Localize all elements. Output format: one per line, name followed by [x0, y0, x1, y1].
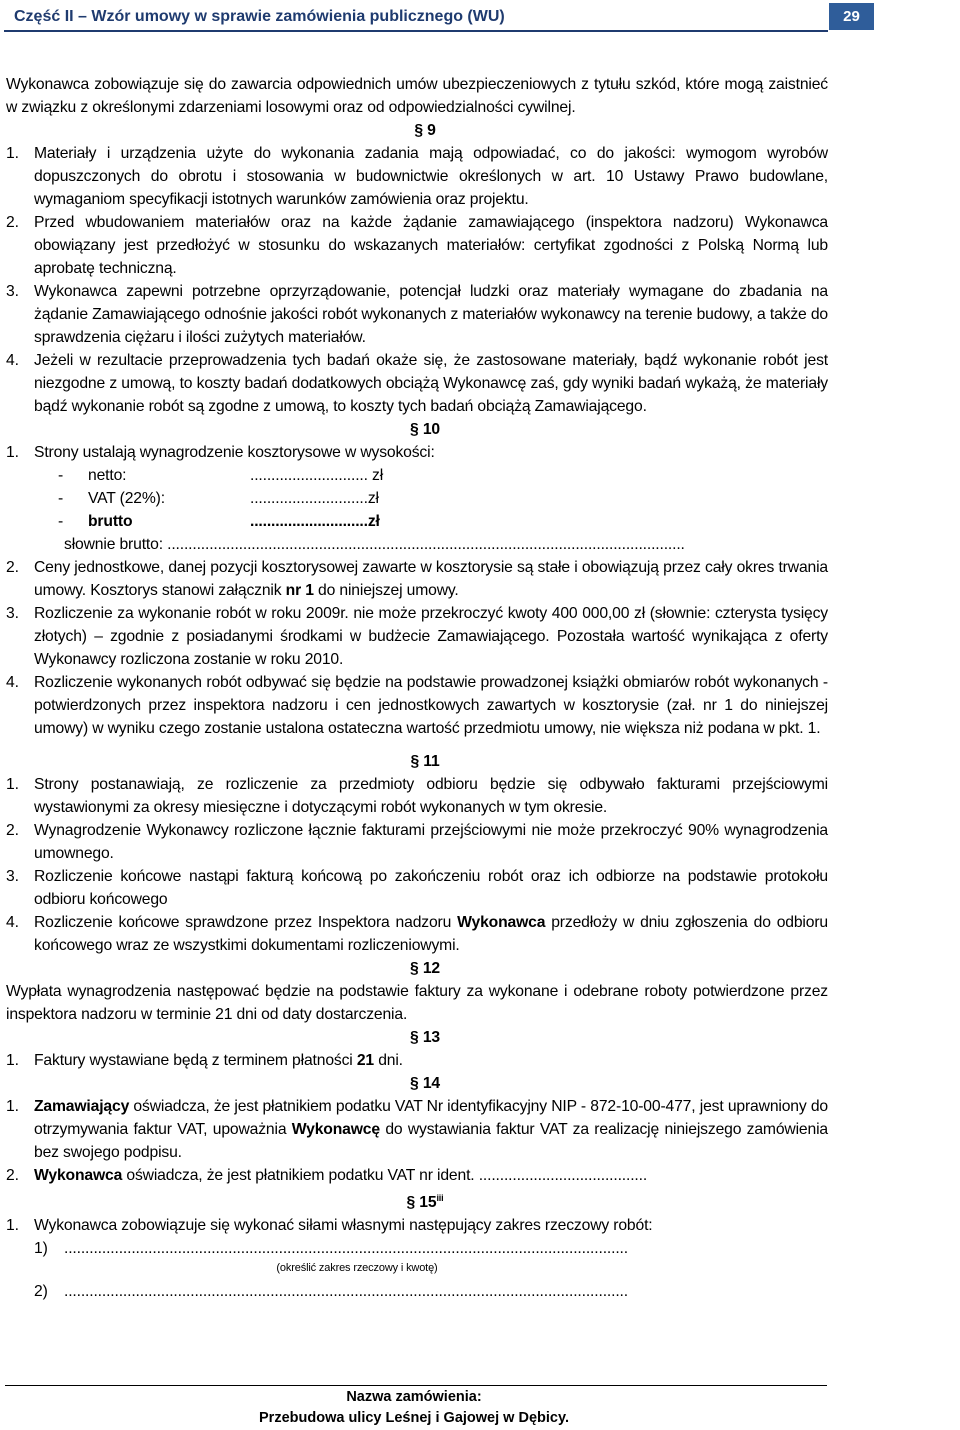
amount-line-vat: - VAT (22%): ............................zł [58, 490, 379, 507]
sub-item-note: (określić zakres rzeczowy i kwotę) [276, 1262, 438, 1275]
sub-item: 1) ...................................................................................................................................... [34, 1240, 628, 1258]
list-item: 4. Rozliczenie wykonanych robót odbywać się będzie na podstawie prowadzonej książki obmiarów robót wykonanych - potwierdzonych przez inspektora nadzoru i cen jednostkowych zawartych w kosztorysie (zał. nr 1 do niniejszej umowy) w wyniku czego zostanie ustalona ostateczna wartość przedmiotu umowy, nie większa niż podana w pkt. 1. [6, 674, 828, 737]
section-12-text: Wypłata wynagrodzenia następować będzie na podstawie faktury za wykonane i odebrane roboty potwierdzone przez inspektora nadzoru w terminie 21 dni od daty dostarczenia. [6, 983, 828, 1023]
intro-paragraph: Wykonawca zobowiązuje się do zawarcia odpowiednich umów ubezpieczeniowych z tytułu szkód, które mogą zaistnieć w związku z określonymi zdarzeniami losowymi oraz od odpowiedzialności cywilnej. [6, 76, 828, 116]
list-item: 1. Strony ustalają wynagrodzenie kosztorysowe w wysokości: [6, 444, 435, 461]
page-header [0, 0, 960, 34]
footnote-marker: iii [436, 1193, 444, 1203]
header-rule [4, 30, 828, 32]
header-title: Część II – Wzór umowy w sprawie zamówienia publicznego (WU) [14, 8, 505, 25]
list-item: 1. Faktury wystawiane będą z terminem płatności 21 dni. [6, 1052, 403, 1069]
section-title-15: § 15$^{iii}$ [406, 1193, 444, 1212]
list-item: 2. Przed wbudowaniem materiałów oraz na każde żądanie zamawiającego (inspektora nadzoru) Wykonawca obowiązany jest przedłożyć w stosunku do wskazanych materiałów: certyfikat zgodności z Polską Normą lub aprobatę techniczną. [6, 214, 828, 277]
footer-project-name: Przebudowa ulicy Leśnej i Gajowej w Dębicy. [259, 1410, 569, 1426]
amount-line-brutto: - brutto ............................zł [58, 513, 380, 530]
document-body [6, 73, 828, 1303]
list-item: 1. Wykonawca zobowiązuje się wykonać siłami własnymi następujący zakres rzeczowy robót: [6, 1217, 653, 1235]
sub-item: 2) ...................................................................................................................................... [34, 1283, 628, 1301]
list-item: 4. Rozliczenie końcowe sprawdzone przez Inspektora nadzoru Wykonawca przedłoży w dniu zgłoszenia do odbioru końcowego wraz ze wszystkimi dokumentami rozliczeniowymi. [6, 914, 828, 954]
section-title-10: § 10 [410, 421, 440, 438]
list-item: 2. Wynagrodzenie Wykonawcy rozliczone łącznie fakturami przejściowymi nie może przekroczyć 90% wynagrodzenia umownego. [6, 822, 828, 862]
amount-in-words: słownie brutto: ........................................................................................................................... [64, 536, 685, 553]
section-title-14: § 14 [410, 1075, 440, 1092]
footer-rule [5, 1385, 827, 1386]
section-title-13: § 13 [410, 1029, 440, 1046]
list-item: 1. Strony postanawiają, ze rozliczenie za przedmioty odbioru będzie się odbywało fakturami przejściowymi wystawionymi za okresy miesięczne i dotyczącymi robót wykonanych w tym okresie. [6, 776, 828, 816]
list-item: 2. Ceny jednostkowe, danej pozycji kosztorysowej zawarte w kosztorysie są stałe i obowiązują przez cały okres trwania umowy. Kosztorys stanowi załącznik nr 1 do niniejszej umowy. [6, 559, 828, 599]
page-number-badge: 29 [829, 3, 874, 30]
footer-label: Nazwa zamówienia: [346, 1389, 482, 1405]
list-item: 3. Wykonawca zapewni potrzebne oprzyrządowanie, potencjał ludzki oraz materiały wymagane do zbadania na żądanie Zamawiającego odnośnie jakości robót wykonanych z materiałów wykonawcy na terenie budowy, a także do sprawdzenia ciężaru i ilości zużytych materiałów. [6, 283, 828, 346]
list-item: 1. Zamawiający oświadcza, że jest płatnikiem podatku VAT Nr identyfikacyjny NIP - 872-10-00-477, jest uprawniony do otrzymywania faktur VAT, upoważnia Wykonawcę do wystawiania faktur VAT za realizację niniejszego zamówienia bez swojego podpisu. [6, 1098, 828, 1161]
list-item: 3. Rozliczenie końcowe nastąpi fakturą końcową po zakończeniu robót oraz ich odbiorze na podstawie protokołu odbioru końcowego [6, 868, 828, 908]
amount-line-netto: - netto: ............................ zł [58, 467, 384, 484]
list-item: 1. Materiały i urządzenia użyte do wykonania zadania mają odpowiadać, co do jakości: wymogom wyrobów dopuszczonych do obrotu i stosowania w budownictwie określonych w art. 10 Ustawy Prawo budowlane, wymaganiom specyfikacji istotnych warunków zamówienia oraz projektu. [6, 145, 828, 208]
section-title-11: § 11 [410, 753, 440, 770]
section-title-12: § 12 [410, 960, 440, 977]
list-item: 3. Rozliczenie za wykonanie robót w roku 2009r. nie może przekroczyć kwoty 400 000,00 zł (słownie: czterysta tysięcy złotych) – zgodnie z posiadanymi środkami w budżecie Zamawiającego. Pozostała wartość wynikająca z oferty Wykonawcy rozliczona zostanie w roku 2010. [6, 605, 828, 668]
list-item: 2. Wykonawca oświadcza, że jest płatnikiem podatku VAT nr ident. ........................................ [6, 1167, 648, 1184]
page-footer [0, 1387, 828, 1429]
list-item: 4. Jeżeli w rezultacie przeprowadzenia tych badań okaże się, że zastosowane materiały, bądź wykonanie robót jest niezgodne z umową, to koszty badań dodatkowych obciążą Wykonawcę zaś, gdy wyniki badań wykażą, że materiały bądź wykonanie robót są zgodne z umową, to koszty tych badań obciążą Zamawiającego. [6, 352, 828, 415]
section-title-9: § 9 [414, 122, 436, 139]
